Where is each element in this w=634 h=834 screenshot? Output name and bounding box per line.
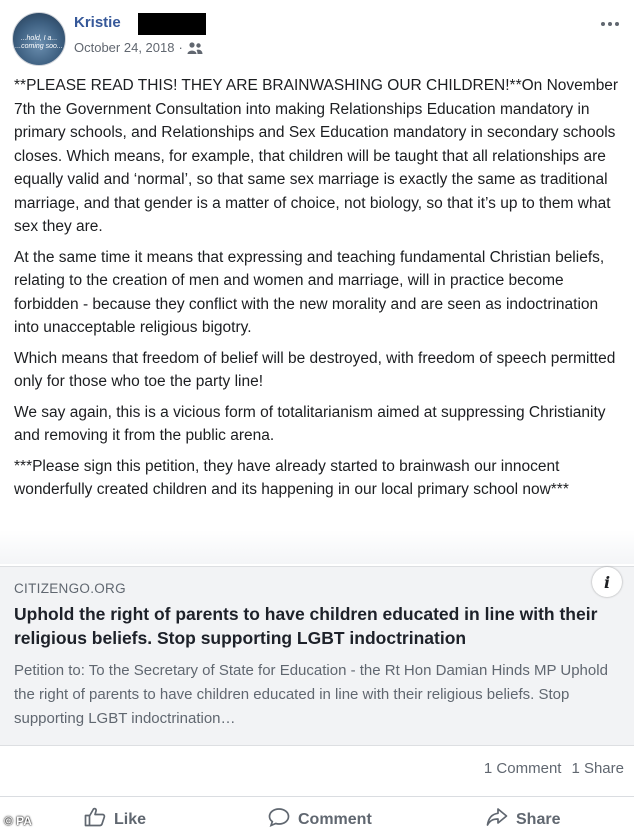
- post-paragraph: **PLEASE READ THIS! THEY ARE BRAINWASHING OUR CHILDREN!**On November 7th the Government Consultation into making Relationships Education mandatory in primary schools, and Relationships and Sex Education mandatory in secondary schools closes. Which means, for example, that children will be taught that all relationships are equally valid and ‘normal’, so that same sex marriage is exactly the same as traditional marriage, and that gender is a matter of choice, not biology, so that it’s up to them what sex they are.: [14, 77, 619, 235]
- link-domain: CITIZENGO.ORG: [14, 581, 126, 596]
- post-paragraph: We say again, this is a vicious form of totalitarianism aimed at suppressing Christianity and removing it from the public arena.: [14, 403, 606, 444]
- post-paragraph: At the same time it means that expressing and teaching fundamental Christian beliefs, relating to the creation of men and women and marriage, will in practice become forbidden - because they conflict with the new morality and are seen as indoctrination into unacceptable religious bigotry.: [14, 248, 605, 336]
- share-icon: [486, 807, 508, 832]
- link-title[interactable]: Uphold the right of parents to have children educated in line with their religious beliefs. Stop supporting LGBT indoctrination: [14, 604, 598, 648]
- author-name[interactable]: Kristie: [74, 14, 121, 31]
- post-meta: October 24, 2018 ·: [74, 40, 203, 55]
- redaction-box: [138, 13, 206, 35]
- comment-icon: [268, 807, 290, 832]
- like-label: Like: [114, 810, 147, 828]
- share-label: Share: [516, 810, 561, 828]
- post-date[interactable]: October 24, 2018: [74, 40, 175, 55]
- post-paragraph: ***Please sign this petition, they have already started to brainwash our innocent wonderfully created children and its happening in our local primary school now***: [14, 457, 569, 498]
- action-bar: [0, 796, 634, 834]
- info-icon[interactable]: i: [592, 567, 622, 597]
- post-paragraph: Which means that freedom of belief will be destroyed, with freedom of speech permitted only for those who toe the party line!: [14, 349, 616, 390]
- like-button[interactable]: [84, 807, 146, 832]
- share-count[interactable]: 1 Share: [571, 760, 624, 777]
- share-button[interactable]: [486, 807, 560, 832]
- link-preview-card[interactable]: [0, 566, 634, 746]
- post-body: [14, 74, 620, 509]
- avatar-text: ...hold, I a... ...coming soo...: [15, 35, 63, 50]
- post-header: [12, 10, 624, 66]
- avatar[interactable]: [12, 12, 66, 66]
- fade-divider: [0, 530, 634, 564]
- like-icon: [84, 807, 106, 832]
- comment-label: Comment: [298, 810, 372, 828]
- more-icon[interactable]: [598, 14, 622, 34]
- photo-credit: © PA: [4, 814, 32, 828]
- comment-button[interactable]: [268, 807, 372, 832]
- engagement-counts: [484, 760, 624, 777]
- comment-count[interactable]: 1 Comment: [483, 760, 562, 777]
- friends-icon: [187, 41, 203, 55]
- link-description: Petition to: To the Secretary of State for Education - the Rt Hon Damian Hinds MP Uphold the right of parents to have children educated in line with their religious beliefs. Stop supporting LGBT indoctrination…: [14, 662, 608, 727]
